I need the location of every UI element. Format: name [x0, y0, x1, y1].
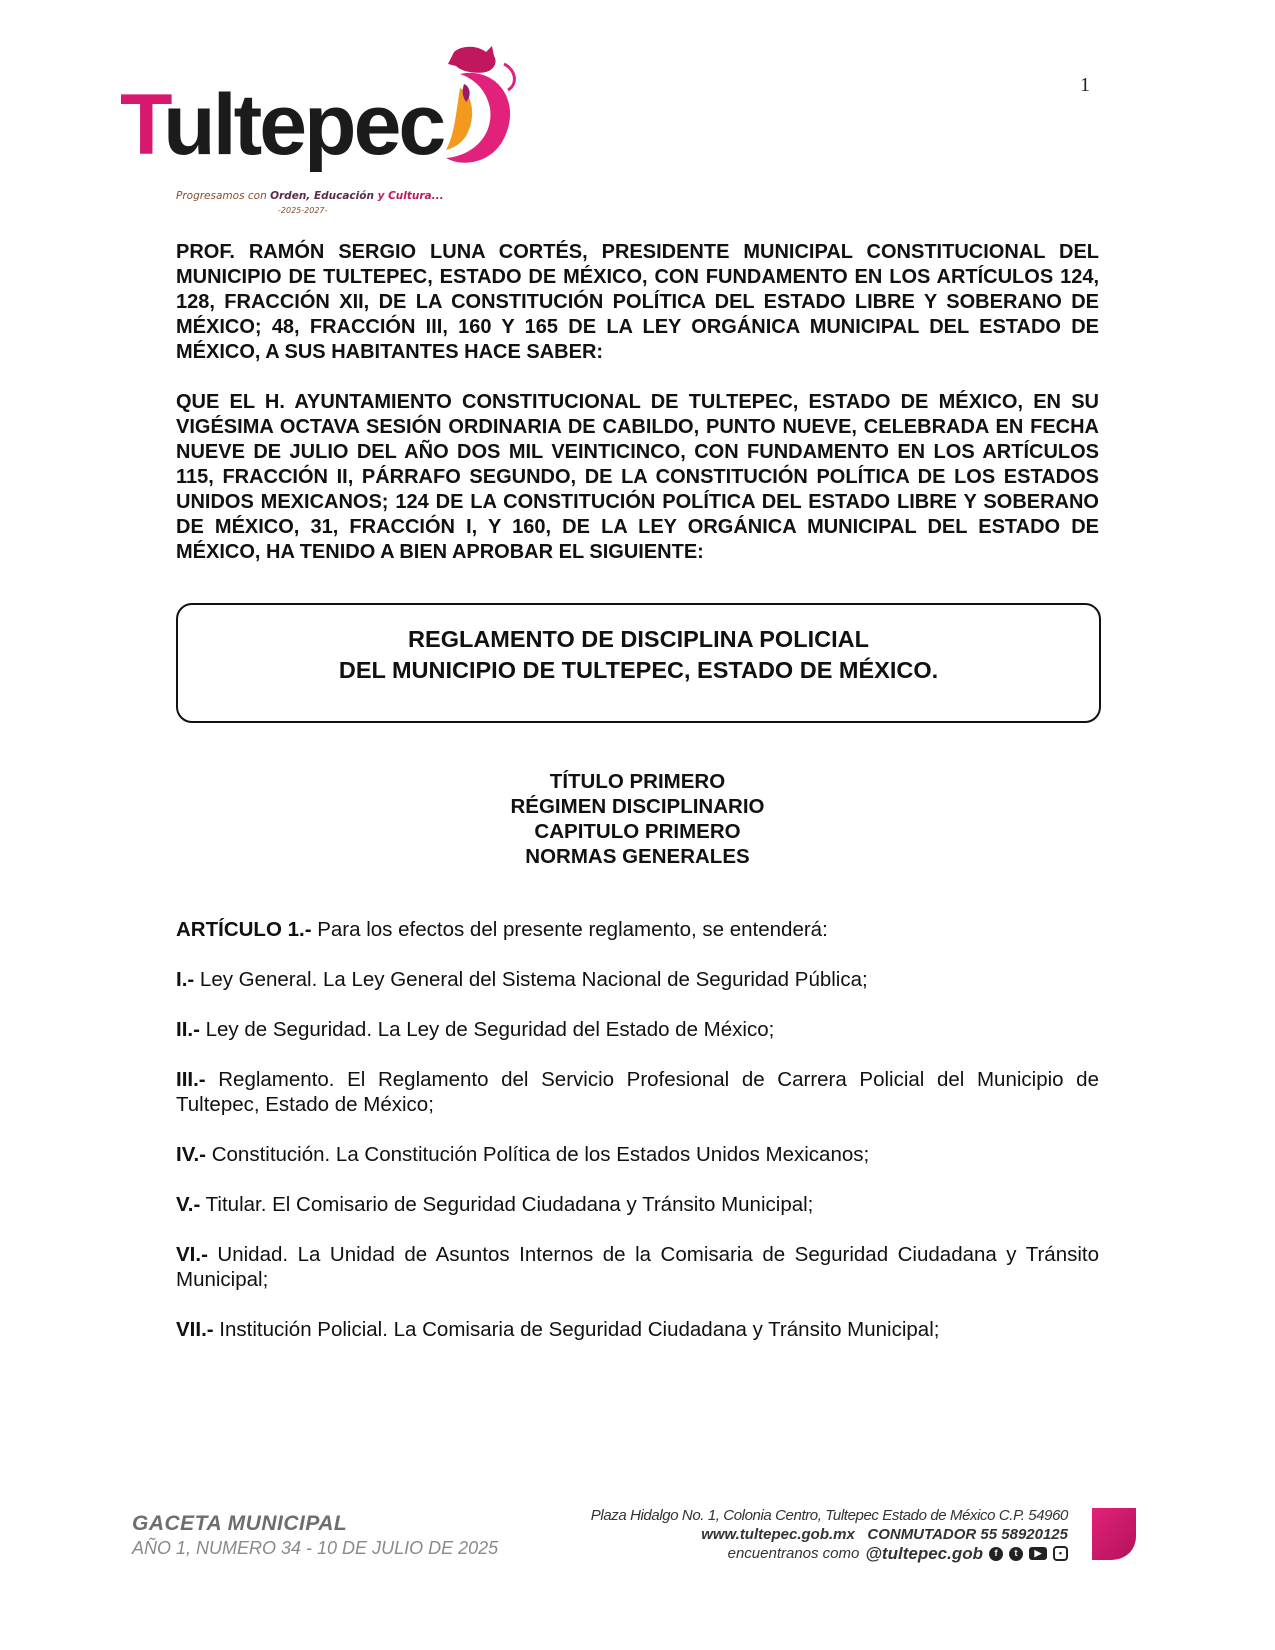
- footer-web-line: [591, 1525, 1068, 1544]
- list-item-number: VII.-: [176, 1318, 214, 1341]
- heading-titulo: TÍTULO PRIMERO: [549, 770, 726, 793]
- footer-website[interactable]: www.tultepec.gob.mx: [701, 1526, 855, 1543]
- heading-capitulo: CAPITULO PRIMERO: [534, 820, 741, 843]
- slogan-part-2: Orden, Educación: [270, 190, 378, 202]
- list-item-text: Unidad. La Unidad de Asuntos Internos de la Comisaria de Seguridad Ciudadana y Tránsito Municipal;: [176, 1243, 1099, 1291]
- slogan-part-1: Progresamos con: [176, 190, 271, 202]
- corner-brand-mark-icon: [1092, 1508, 1136, 1560]
- heading-regimen: RÉGIMEN DISCIPLINARIO: [510, 795, 765, 818]
- list-item-number: III.-: [176, 1068, 206, 1091]
- list-item-text: Institución Policial. La Comisaria de Seguridad Ciudadana y Tránsito Municipal;: [213, 1318, 940, 1341]
- footer-contact: [591, 1506, 1068, 1563]
- document-body: [176, 240, 1099, 1367]
- instagram-icon[interactable]: •: [1053, 1546, 1068, 1561]
- list-item: [176, 1142, 1099, 1167]
- footer-conmutador: CONMUTADOR 55 58920125: [867, 1526, 1068, 1543]
- page-number: 1: [1080, 74, 1090, 96]
- footer-handle: @tultepec.gob: [865, 1544, 983, 1563]
- section-headings: [176, 769, 1099, 869]
- twitter-icon[interactable]: t: [1009, 1547, 1023, 1561]
- preamble-paragraph-1: PROF. RAMÓN SERGIO LUNA CORTÉS, PRESIDENTE MUNICIPAL CONSTITUCIONAL DEL MUNICIPIO DE TULTEPEC, ESTADO DE MÉXICO, CON FUNDAMENTO EN LOS ARTÍCULOS 124, 128, FRACCIÓN XII, DE LA CONSTITUCIÓN POLÍTICA DEL ESTADO LIBRE Y SOBERANO DE MÉXICO; 48, FRACCIÓN III, 160 Y 165 DE LA LEY ORGÁNICA MUNICIPAL DEL ESTADO DE MÉXICO, A SUS HABITANTES HACE SABER:: [176, 241, 1099, 363]
- regulation-title-box: [176, 603, 1101, 723]
- preamble-paragraph-2: QUE EL H. AYUNTAMIENTO CONSTITUCIONAL DE TULTEPEC, ESTADO DE MÉXICO, EN SU VIGÉSIMA OCTAVA SESIÓN ORDINARIA DE CABILDO, PUNTO NUEVE, CELEBRADA EN FECHA NUEVE DE JULIO DEL AÑO DOS MIL VEINTICINCO, CON FUNDAMENTO EN LOS ARTÍCULOS 115, FRACCIÓN II, PÁRRAFO SEGUNDO, DE LA CONSTITUCIÓN POLÍTICA DE LOS ESTADOS UNIDOS MEXICANOS; 124 DE LA CONSTITUCIÓN POLÍTICA DEL ESTADO LIBRE Y SOBERANO DE MÉXICO, 31, FRACCIÓN I, Y 160, DE LA LEY ORGÁNICA MUNICIPAL DEL ESTADO DE MÉXICO, HA TENIDO A BIEN APROBAR EL SIGUIENTE:: [176, 391, 1099, 563]
- gazette-issue: AÑO 1, NUMERO 34 - 10 DE JULIO DE 2025: [132, 1538, 499, 1558]
- article-1: [176, 917, 1099, 1342]
- logo-wordmark-initial: T: [120, 77, 164, 173]
- slogan-part-3: y Cultura...: [377, 190, 444, 202]
- list-item-text: Ley de Seguridad. La Ley de Seguridad del Estado de México;: [199, 1018, 775, 1041]
- footer-address: Plaza Hidalgo No. 1, Colonia Centro, Tultepec Estado de México C.P. 54960: [590, 1507, 1068, 1524]
- logo-slogan: [176, 190, 444, 202]
- facebook-icon[interactable]: f: [989, 1547, 1003, 1561]
- article-1-intro: [176, 917, 1099, 942]
- list-item-number: I.-: [176, 968, 195, 991]
- list-item: [176, 1067, 1099, 1117]
- list-item-text: Titular. El Comisario de Seguridad Ciudadana y Tránsito Municipal;: [200, 1193, 814, 1216]
- footer-social-line: [591, 1544, 1068, 1563]
- list-item-text: Reglamento. El Reglamento del Servicio Profesional de Carrera Policial del Municipio de Tultepec, Estado de México;: [176, 1068, 1099, 1116]
- youtube-icon[interactable]: ▶: [1029, 1547, 1047, 1560]
- list-item: [176, 1017, 1099, 1042]
- logo-wordmark: [120, 77, 444, 173]
- logo-wordmark-rest: ultepec: [163, 77, 444, 173]
- list-item-number: V.-: [176, 1193, 201, 1216]
- bull-emblem-icon: [420, 44, 520, 172]
- list-item: [176, 1317, 1099, 1342]
- heading-normas: NORMAS GENERALES: [525, 845, 750, 868]
- footer-find-us: encuentranos como: [727, 1545, 860, 1562]
- list-item: [176, 1242, 1099, 1292]
- footer-gazette: [132, 1512, 498, 1559]
- list-item-text: Ley General. La Ley General del Sistema Nacional de Seguridad Pública;: [194, 968, 868, 991]
- logo-years: -2025-2027-: [278, 206, 328, 215]
- gazette-title: GACETA MUNICIPAL: [132, 1512, 348, 1535]
- list-item: [176, 967, 1099, 992]
- regulation-title-line-2: DEL MUNICIPIO DE TULTEPEC, ESTADO DE MÉXICO.: [338, 657, 939, 683]
- article-1-label: ARTÍCULO 1.-: [176, 918, 312, 941]
- list-item-text: Constitución. La Constitución Política de los Estados Unidos Mexicanos;: [206, 1143, 870, 1166]
- article-1-intro-text: Para los efectos del presente reglamento, se entenderá:: [311, 918, 828, 941]
- regulation-title-line-1: REGLAMENTO DE DISCIPLINA POLICIAL: [408, 626, 869, 652]
- tultepec-logo: [120, 44, 510, 220]
- list-item-number: VI.-: [176, 1243, 208, 1266]
- list-item-number: II.-: [176, 1018, 200, 1041]
- list-item: [176, 1192, 1099, 1217]
- list-item-number: IV.-: [176, 1143, 207, 1166]
